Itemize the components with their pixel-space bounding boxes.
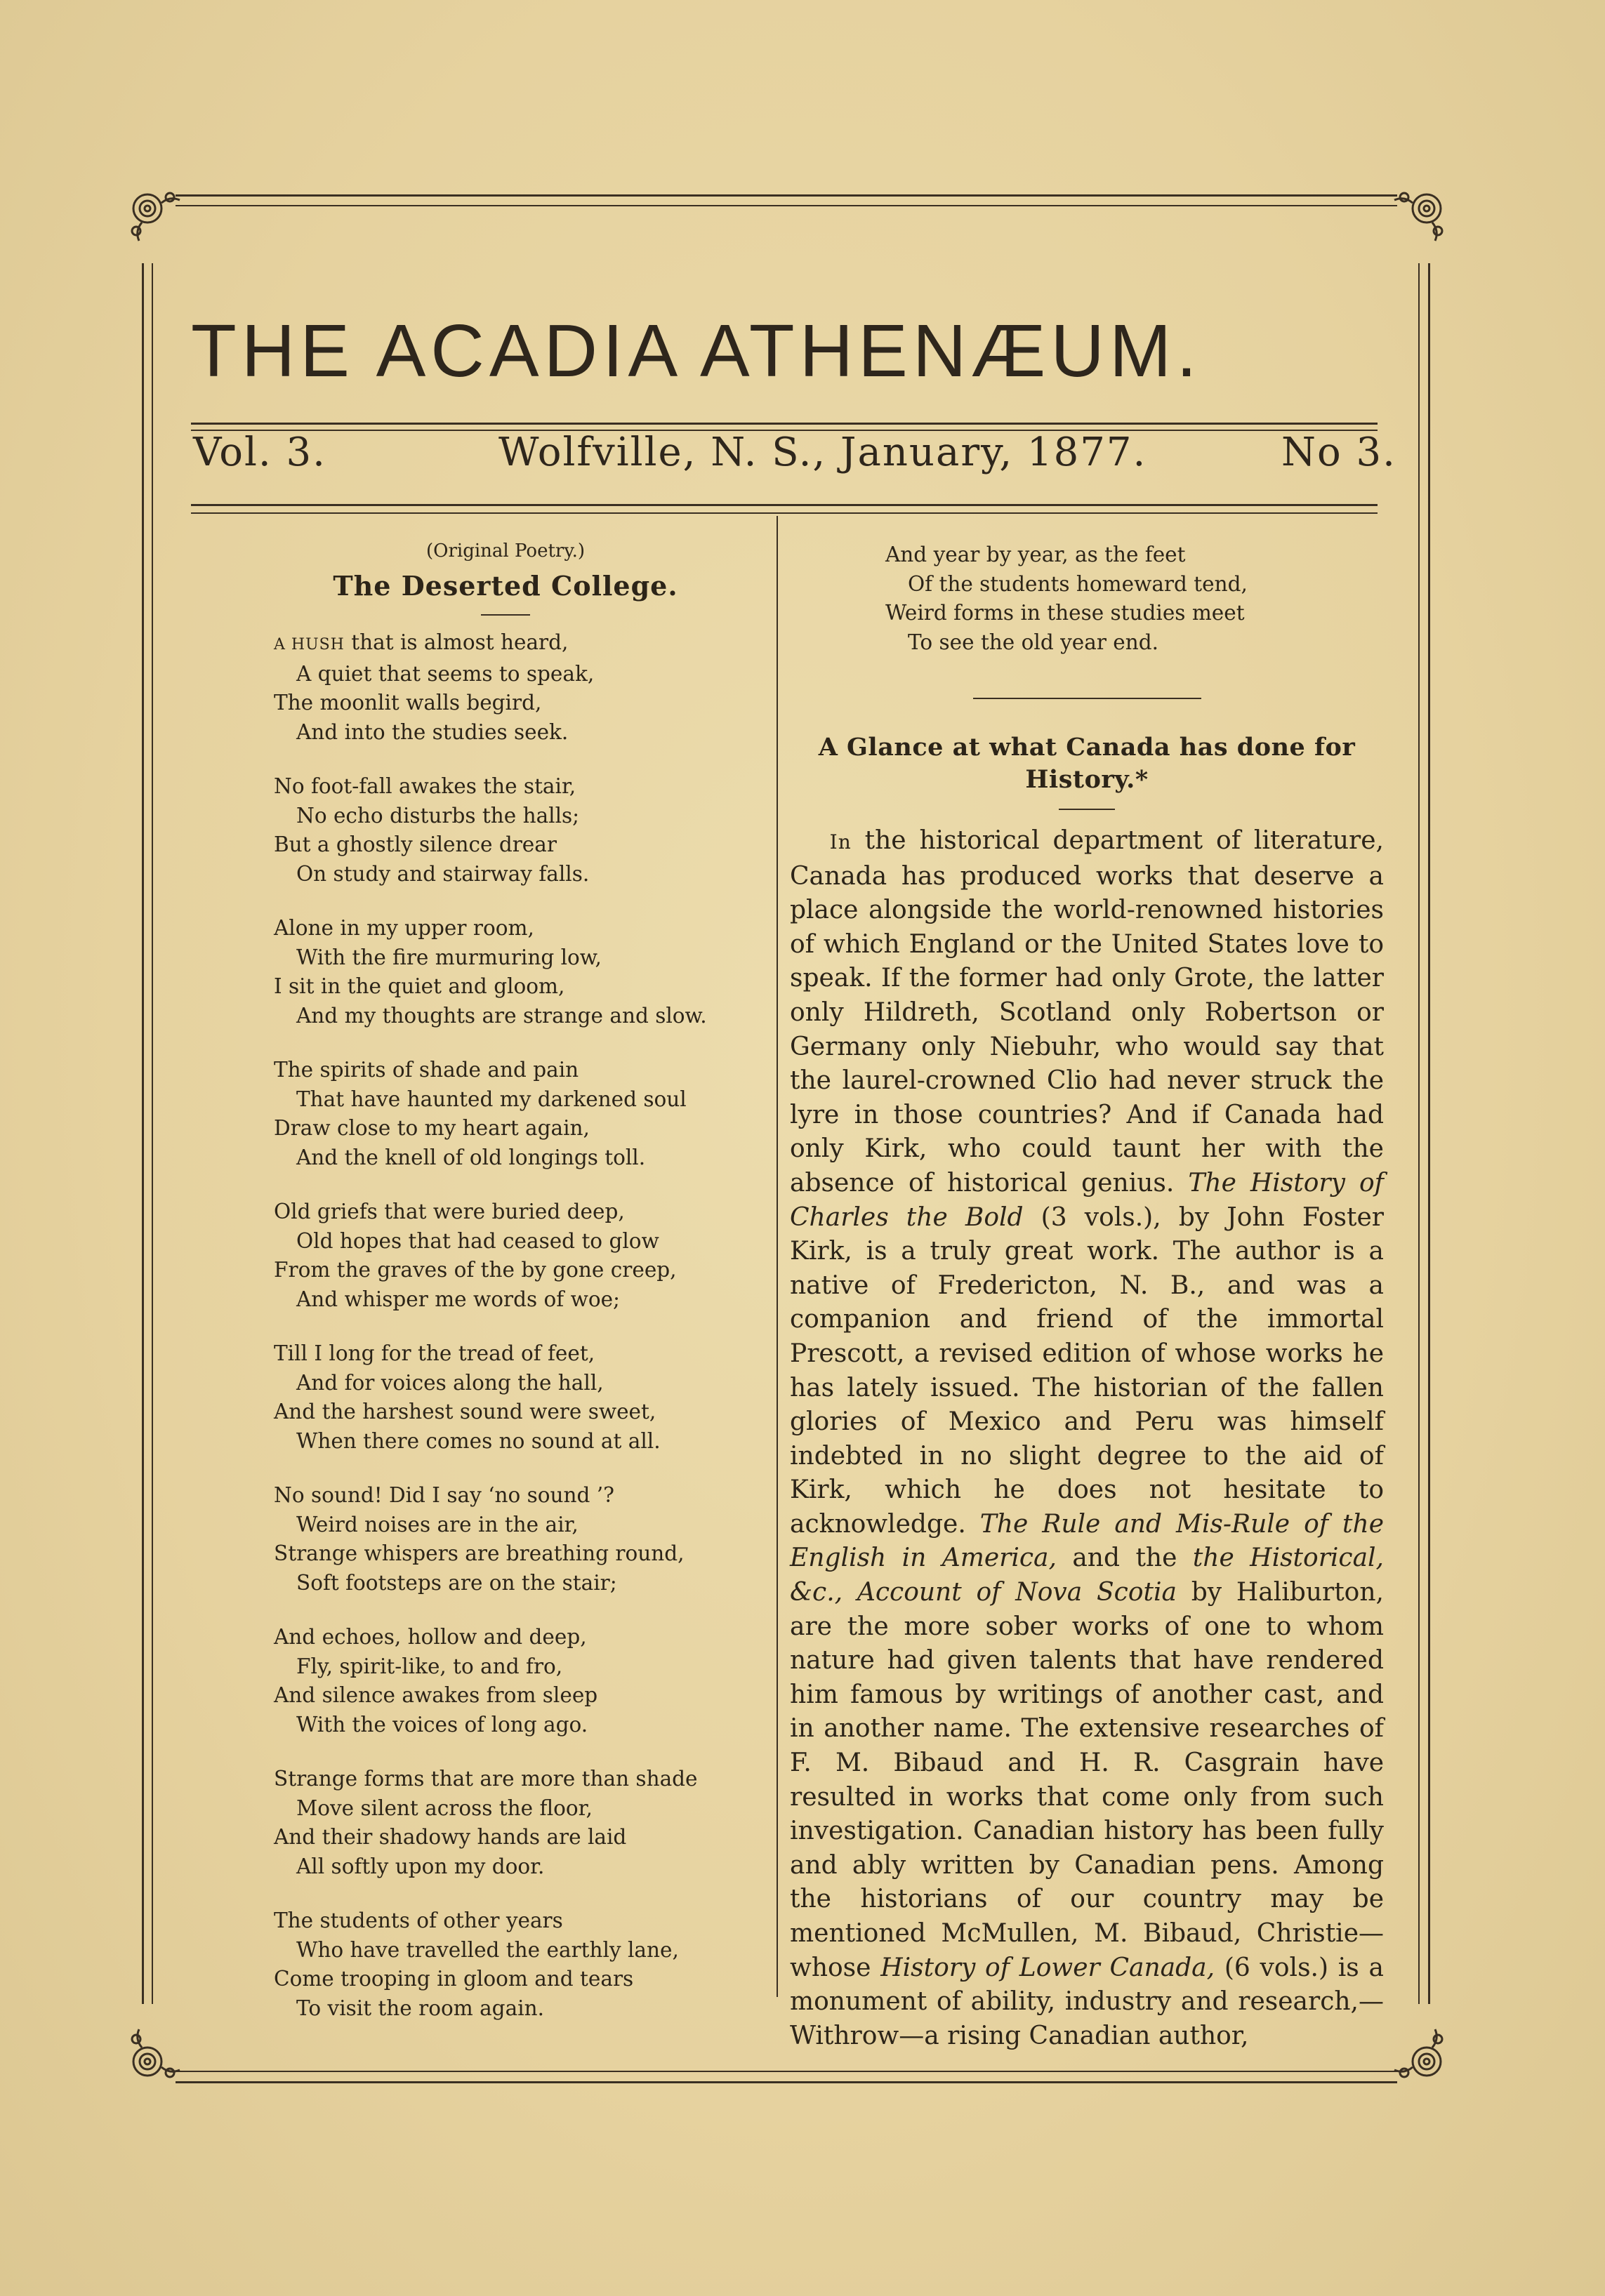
corner-scroll-ornament — [121, 2025, 184, 2088]
poem-first-word: A HUSH — [274, 636, 345, 653]
masthead-rule — [191, 423, 1378, 425]
dateline-rule — [191, 504, 1378, 506]
dateline-rule — [191, 512, 1378, 514]
section-rule — [973, 698, 1201, 699]
poem-stanza: No foot-fall awakes the stair, No echo disturbs the halls; But a ghostly silence drear On study and stairway falls. — [274, 774, 590, 886]
poem-note: (Original Poetry.) — [426, 540, 585, 562]
poem-title: The Deserted College. — [333, 570, 678, 602]
poem-stanza: And echoes, hollow and deep, Fly, spirit-like, to and fro, And silence awakes from sleep With the voices of long ago. — [274, 1625, 598, 1737]
issue-number: No 3. — [1281, 430, 1396, 475]
article-title: A Glance at what Canada has done for History.* — [818, 733, 1356, 794]
title-rule — [1059, 809, 1115, 810]
column-divider — [777, 516, 778, 1997]
corner-scroll-ornament — [1390, 182, 1453, 245]
poem-stanza: No sound! Did I say ‘no sound ’? Weird noises are in the air, Strange whispers are breathing round, Soft footsteps are on the stair; — [274, 1483, 685, 1595]
article-body: In the historical department of literature, Canada has produced works that deserve a place alongside the world-renowned histories of which England or the United States love to speak. If the former had only Grote, the latter only Hildreth, Scotland only Robertson or Germany only Niebuhr, who would say that the laurel-crowned Clio had never struck the lyre in those countries? And if Canada had only Kirk, who could taunt her with the absence of historical genius. The History of Charles the Bold (3 vols.), by John Foster Kirk, is a truly great work. The author is a native of Fredericton, N. B., and was a companion and friend of the immortal Prescott, a revised edition of whose works he has lately issued. The historian of the fallen glories of Mexico and Peru was himself indebted in no slight degree to the aid of Kirk, which he does not hesitate to acknowledge. The Rule and Mis-Rule of the English in America, and the the Historical, &c., Account of Nova Scotia by Haliburton, are the more sober works of one to whom nature had given talents that have rendered him famous by writings of another cast, and in another name. The extensive researches of F. M. Bibaud and H. R. Casgrain have resulted in works that come only from such investigation. Canadian history has been fully and ably written by Canadian pens. Among the historians of our country may be mentioned McMullen, M. Bibaud, Christie—whose History of Lower Canada, (6 vols.) is a monument of ability, industry and research,—Withrow—a rising Canadian author, — [790, 826, 1384, 2050]
place-date: Wolfville, N. S., January, 1877. — [498, 430, 1147, 475]
title-rule — [481, 614, 530, 616]
corner-scroll-ornament — [121, 182, 184, 245]
poem-stanza: Alone in my upper room, With the fire murmuring low, I sit in the quiet and gloom, And my thoughts are strange and slow. — [274, 916, 707, 1028]
article-dropcap: In — [829, 830, 852, 854]
volume-label: Vol. 3. — [193, 430, 326, 475]
poem-column — [274, 540, 737, 2048]
article-column — [790, 540, 1384, 2053]
poem-stanza: Old griefs that were buried deep, Old hopes that had ceased to glow From the graves of the by gone creep, And whisper me words of woe; — [274, 1200, 677, 1311]
poem-stanza: The spirits of shade and pain That have haunted my darkened soul Draw close to my heart again, And the knell of old longings toll. — [274, 1058, 687, 1169]
poem-stanza: A HUSH that is almost heard, A quiet that seems to speak, The moonlit walls begird, And into the studies seek. — [274, 630, 595, 744]
corner-scroll-ornament — [1390, 2025, 1453, 2088]
poem-final-stanza: And year by year, as the feet Of the students homeward tend, Weird forms in these studies meet To see the old year end. — [885, 543, 1248, 654]
poem-stanza: Strange forms that are more than shade Move silent across the floor, And their shadowy hands are laid All softly upon my door. — [274, 1767, 698, 1878]
masthead-title: THE ACADIA ATHENÆUM. — [191, 310, 1202, 392]
poem-stanza: Till I long for the tread of feet, And for voices along the hall, And the harshest sound were sweet, When there comes no sound at all. — [274, 1341, 661, 1453]
poem-stanza: The students of other years Who have travelled the earthly lane, Come trooping in gloom and tears To visit the room again. — [274, 1909, 679, 2020]
